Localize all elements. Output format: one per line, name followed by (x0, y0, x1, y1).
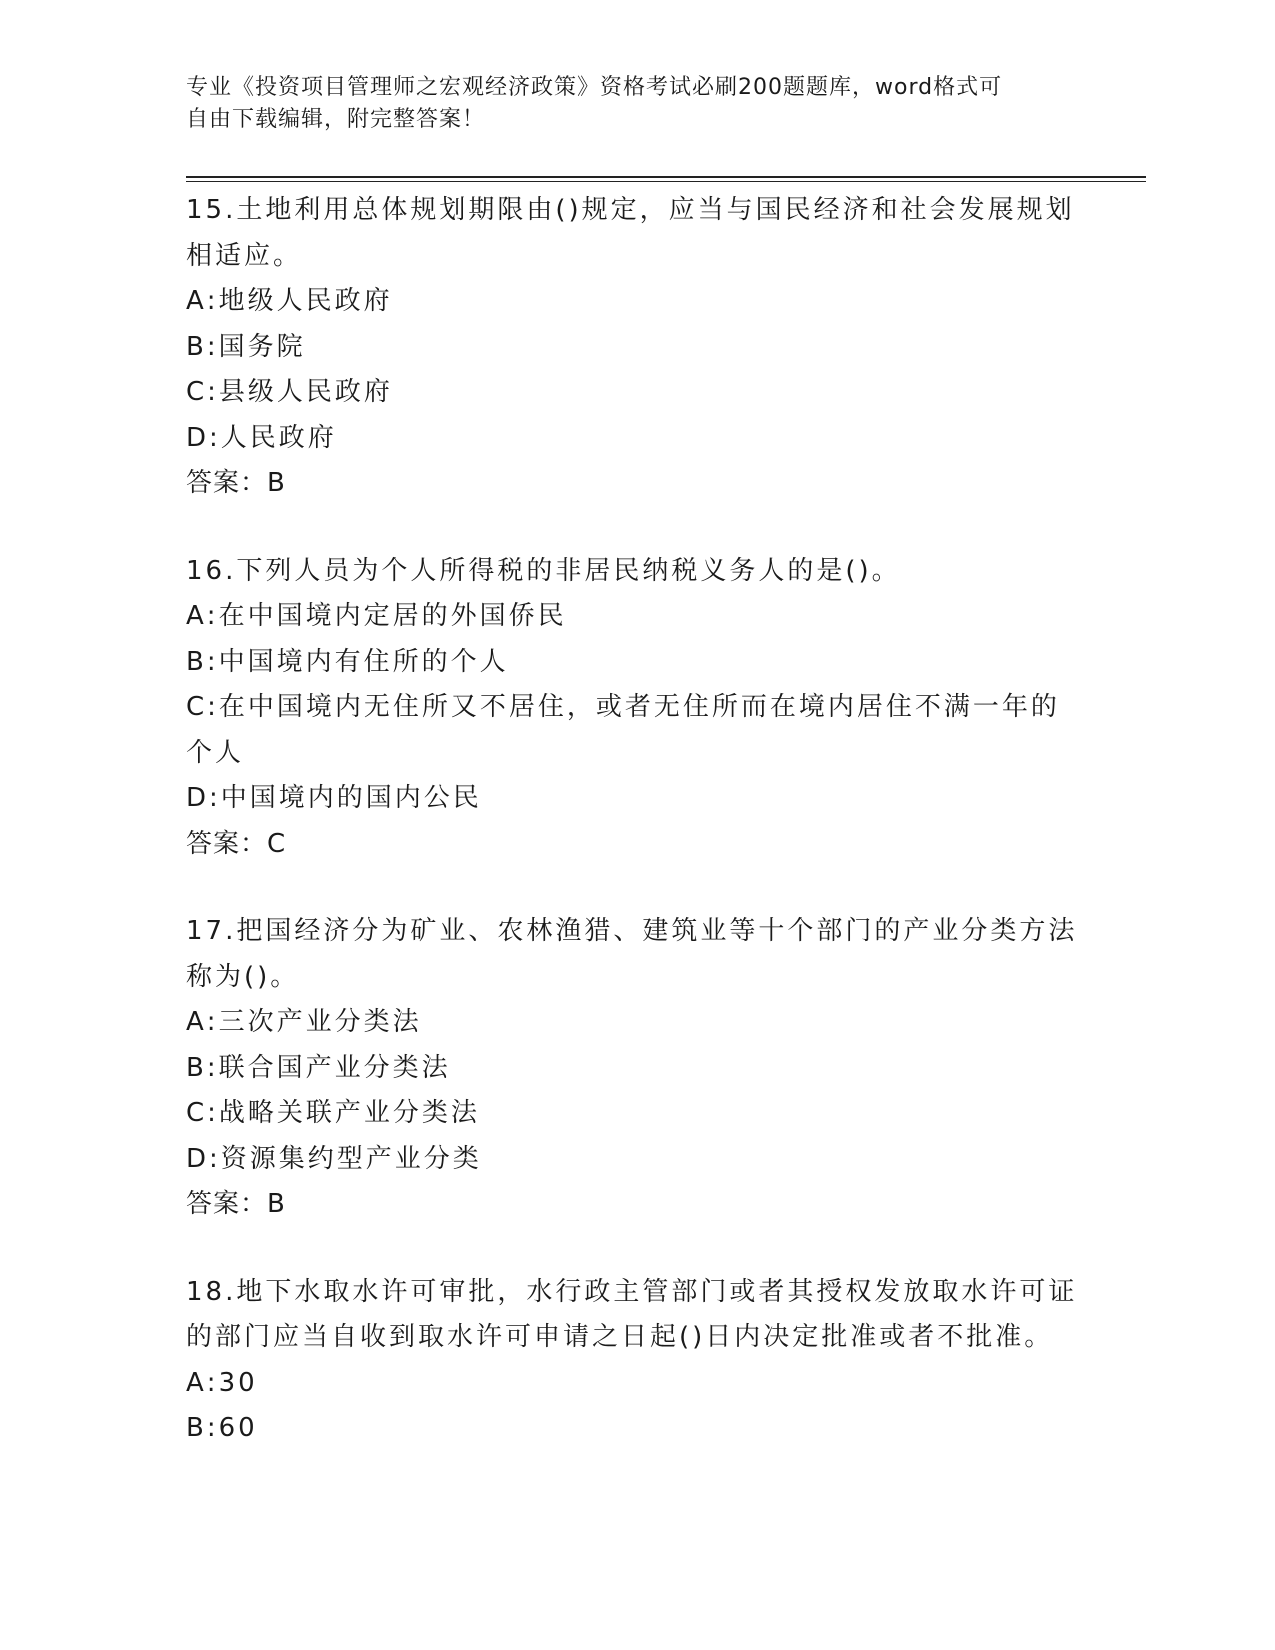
option-separator: : (209, 1143, 221, 1174)
answer-option-b (186, 325, 1086, 371)
option-key: C (186, 692, 208, 722)
question-block (186, 909, 1086, 1228)
option-key: A (186, 286, 207, 316)
answer-option-a (186, 279, 1086, 325)
answer-line (186, 822, 1086, 868)
option-separator: : (206, 1367, 219, 1398)
question-text: 17.把国经济分为矿业、农林渔猎、建筑业等十个部门的产业分类方法 (186, 916, 1078, 946)
option-separator: : (206, 1007, 219, 1037)
option-text: 在中国境内定居的外国侨民 (218, 601, 567, 631)
option-separator: : (206, 286, 219, 316)
option-text: 地级人民政府 (218, 286, 393, 316)
option-separator: : (207, 1098, 219, 1128)
option-separator: : (206, 1052, 219, 1083)
option-key: B (186, 331, 207, 362)
option-key: A (186, 601, 207, 631)
answer-label: 答案： (186, 828, 268, 859)
option-text: 县级人民政府 (218, 377, 393, 407)
question-text: 18.地下水取水许可审批，水行政主管部门或者其授权发放取水许可证 (186, 1276, 1078, 1307)
answer-value: B (267, 468, 286, 498)
option-separator: : (206, 1413, 219, 1443)
answer-option-a (186, 1000, 1086, 1046)
answer-option-c (186, 685, 1086, 731)
option-text: 60 (218, 1413, 258, 1443)
header-line-1: 专业《投资项目管理师之宏观经济政策》资格考试必刷200题题库，word格式可 (186, 75, 1003, 100)
header-divider-thin (186, 181, 1146, 182)
option-text: 联合国产业分类法 (218, 1052, 451, 1083)
option-key: A (186, 1367, 207, 1398)
answer-option-c (186, 370, 1086, 416)
question-list (186, 188, 1086, 1494)
answer-option-c (186, 1091, 1086, 1137)
answer-option-a (186, 594, 1086, 640)
option-text: 个人 (186, 737, 245, 768)
option-text: 中国境内的国内公民 (220, 783, 482, 813)
option-text: 30 (218, 1367, 258, 1398)
question-block (186, 1270, 1086, 1452)
answer-option-b (186, 640, 1086, 686)
option-separator: : (206, 646, 219, 677)
header-line-2: 自由下载编辑，附完整答案！ (186, 107, 486, 132)
question-text: 称为()。 (186, 961, 300, 992)
option-key: B (186, 646, 207, 677)
question-block (186, 188, 1086, 507)
answer-option-b (186, 1406, 1086, 1452)
option-text: 战略关联产业分类法 (218, 1098, 480, 1128)
question-text: 15.土地利用总体规划期限由()规定，应当与国民经济和社会发展规划 (186, 195, 1075, 225)
header-divider (186, 176, 1146, 178)
answer-line (186, 461, 1086, 507)
answer-label: 答案： (186, 468, 268, 498)
answer-value: C (267, 828, 287, 859)
answer-option-d (186, 1137, 1086, 1183)
answer-option-d (186, 776, 1086, 822)
answer-option-d (186, 416, 1086, 462)
option-text: 三次产业分类法 (218, 1007, 422, 1037)
option-separator: : (207, 692, 219, 722)
option-separator: : (209, 422, 221, 453)
answer-value: B (267, 1189, 286, 1219)
option-text: 国务院 (218, 331, 306, 362)
option-separator: : (207, 377, 219, 407)
option-key: D (186, 422, 210, 453)
option-separator: : (209, 783, 221, 813)
answer-option-b (186, 1046, 1086, 1092)
document-header (186, 72, 1066, 136)
answer-option-c (186, 731, 1086, 777)
answer-option-a (186, 1361, 1086, 1407)
option-key: A (186, 1007, 207, 1037)
option-key: C (186, 377, 208, 407)
question-text: 16.下列人员为个人所得税的非居民纳税义务人的是()。 (186, 555, 901, 586)
option-key: B (186, 1413, 207, 1443)
option-separator: : (206, 601, 219, 631)
option-key: C (186, 1098, 208, 1128)
question-text: 的部门应当自收到取水许可申请之日起()日内决定批准或者不批准。 (186, 1322, 1054, 1352)
option-text: 人民政府 (220, 422, 337, 453)
option-text: 在中国境内无住所又不居住，或者无住所而在境内居住不满一年的 (218, 692, 1060, 722)
answer-line (186, 1182, 1086, 1228)
question-block (186, 549, 1086, 868)
option-text: 中国境内有住所的个人 (218, 646, 509, 677)
answer-label: 答案： (186, 1189, 268, 1219)
option-key: B (186, 1052, 207, 1083)
option-key: D (186, 783, 210, 813)
option-text: 资源集约型产业分类 (220, 1143, 482, 1174)
option-separator: : (206, 331, 219, 362)
question-text: 相适应。 (186, 240, 303, 271)
option-key: D (186, 1143, 210, 1174)
